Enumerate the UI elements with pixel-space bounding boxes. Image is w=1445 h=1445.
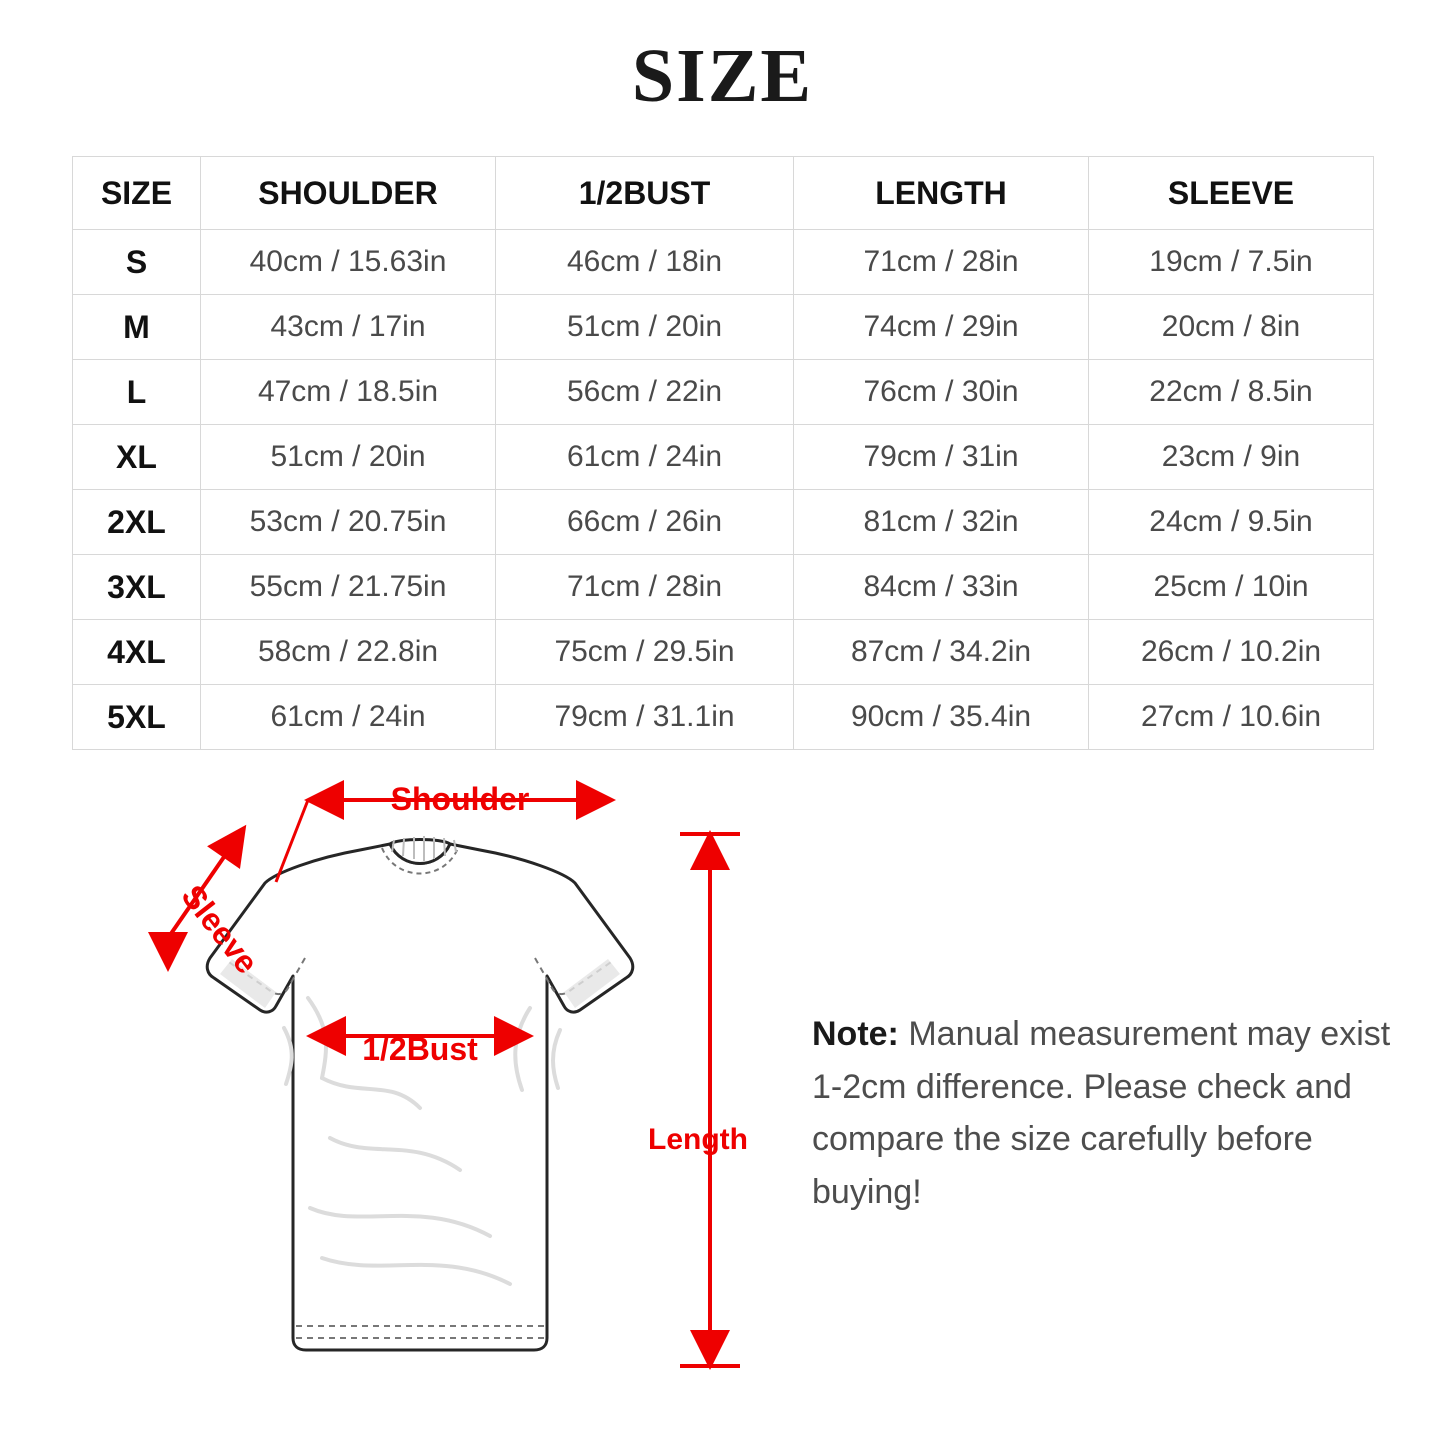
- cell-shoulder: 58cm / 22.8in: [201, 620, 496, 685]
- cell-length: 90cm / 35.4in: [794, 685, 1089, 750]
- cell-size: S: [73, 230, 201, 295]
- cell-shoulder: 53cm / 20.75in: [201, 490, 496, 555]
- tshirt-outline: [207, 836, 633, 1350]
- cell-sleeve: 26cm / 10.2in: [1089, 620, 1374, 685]
- cell-sleeve: 25cm / 10in: [1089, 555, 1374, 620]
- cell-shoulder: 51cm / 20in: [201, 425, 496, 490]
- cell-sleeve: 24cm / 9.5in: [1089, 490, 1374, 555]
- sleeve-label: Sleeve: [174, 878, 266, 981]
- cell-shoulder: 47cm / 18.5in: [201, 360, 496, 425]
- column-header-size: SIZE: [73, 157, 201, 230]
- table-row: [73, 425, 1374, 490]
- cell-size: 2XL: [73, 490, 201, 555]
- cell-length: 71cm / 28in: [794, 230, 1089, 295]
- cell-sleeve: 23cm / 9in: [1089, 425, 1374, 490]
- cell-shoulder: 61cm / 24in: [201, 685, 496, 750]
- table-row: [73, 360, 1374, 425]
- cell-halfbust: 46cm / 18in: [496, 230, 794, 295]
- tshirt-illustration-svg: [60, 778, 780, 1438]
- cell-sleeve: 22cm / 8.5in: [1089, 360, 1374, 425]
- note-body: Manual measurement may exist 1-2cm difference. Please check and compare the size carefully before buying!: [812, 1015, 1391, 1212]
- cell-halfbust: 79cm / 31.1in: [496, 685, 794, 750]
- cell-halfbust: 75cm / 29.5in: [496, 620, 794, 685]
- cell-halfbust: 71cm / 28in: [496, 555, 794, 620]
- cell-sleeve: 20cm / 8in: [1089, 295, 1374, 360]
- cell-length: 79cm / 31in: [794, 425, 1089, 490]
- table-row: [73, 555, 1374, 620]
- cell-shoulder: 43cm / 17in: [201, 295, 496, 360]
- size-table-container: [72, 156, 1373, 750]
- cell-length: 81cm / 32in: [794, 490, 1089, 555]
- cell-halfbust: 51cm / 20in: [496, 295, 794, 360]
- cell-halfbust: 56cm / 22in: [496, 360, 794, 425]
- cell-size: 3XL: [73, 555, 201, 620]
- cell-size: M: [73, 295, 201, 360]
- tshirt-diagram: [60, 778, 780, 1438]
- cell-size: XL: [73, 425, 201, 490]
- cell-shoulder: 55cm / 21.75in: [201, 555, 496, 620]
- size-chart-table: [72, 156, 1374, 750]
- cell-sleeve: 27cm / 10.6in: [1089, 685, 1374, 750]
- table-row: [73, 490, 1374, 555]
- cell-halfbust: 61cm / 24in: [496, 425, 794, 490]
- cell-length: 87cm / 34.2in: [794, 620, 1089, 685]
- table-header-row: [73, 157, 1374, 230]
- length-measure-arrow: [680, 834, 740, 1366]
- cell-size: 4XL: [73, 620, 201, 685]
- measurement-diagram-section: [0, 778, 1445, 1438]
- page-title: SIZE: [631, 34, 814, 118]
- cell-size: 5XL: [73, 685, 201, 750]
- cell-halfbust: 66cm / 26in: [496, 490, 794, 555]
- table-row: [73, 620, 1374, 685]
- table-row: [73, 230, 1374, 295]
- column-header-length: LENGTH: [794, 157, 1089, 230]
- cell-shoulder: 40cm / 15.63in: [201, 230, 496, 295]
- table-row: [73, 295, 1374, 360]
- cell-size: L: [73, 360, 201, 425]
- cell-length: 76cm / 30in: [794, 360, 1089, 425]
- column-header-halfbust: 1/2BUST: [496, 157, 794, 230]
- note-text: [812, 1008, 1392, 1219]
- cell-sleeve: 19cm / 7.5in: [1089, 230, 1374, 295]
- table-row: [73, 685, 1374, 750]
- column-header-shoulder: SHOULDER: [201, 157, 496, 230]
- cell-length: 74cm / 29in: [794, 295, 1089, 360]
- length-label: Length: [648, 1123, 748, 1156]
- note-prefix: Note:: [812, 1015, 899, 1053]
- cell-length: 84cm / 33in: [794, 555, 1089, 620]
- halfbust-label: 1/2Bust: [362, 1031, 478, 1067]
- column-header-sleeve: SLEEVE: [1089, 157, 1374, 230]
- shoulder-label: Shoulder: [390, 781, 530, 817]
